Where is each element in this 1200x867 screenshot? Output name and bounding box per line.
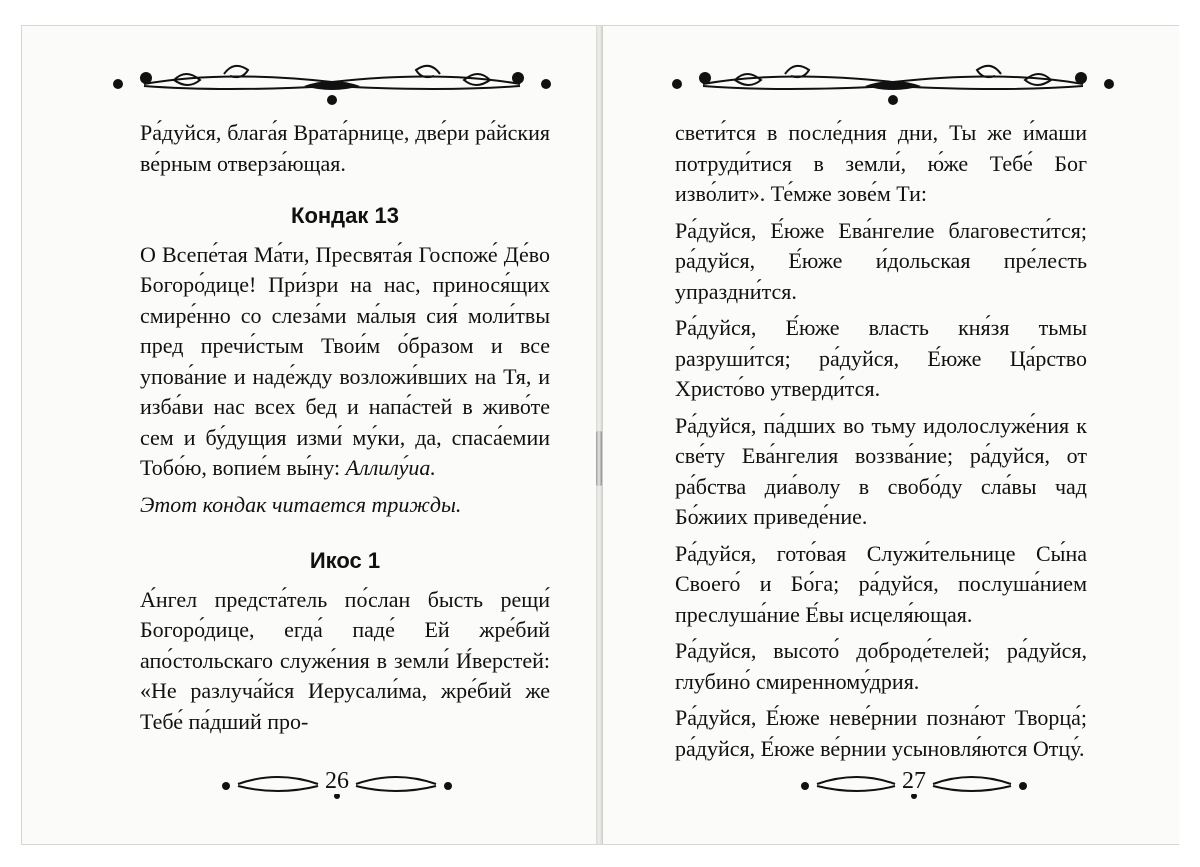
paragraph: Ра́дуйся, блага́я Врата́рнице, две́ри ра́йския ве́рным отверза́ющая.	[140, 120, 550, 176]
left-page	[22, 26, 597, 844]
alliluia-text: Аллилу́иа.	[345, 455, 436, 480]
page-number: 26	[321, 768, 353, 794]
paragraph: свети́тся в после́дния дни, Ты же и́маши потруди́тися в земли́, ю́же Тебе́ Бог изво́лит». Те́мже зове́м Ти:	[675, 120, 1087, 206]
right-page	[602, 26, 1179, 844]
page-number: 27	[898, 768, 930, 794]
paragraph: Ра́дуйся, Е́юже неве́рнии позна́ют Творца́; ра́дуйся, Е́юже ве́рнии усыновля́ются Отцу́.	[675, 705, 1087, 761]
right-page-text	[675, 106, 1087, 770]
paragraph: Ра́дуйся, Е́юже Ева́нгелие благовести́тся; ра́дуйся, Е́юже и́дольская пре́лесть упраздни́тся.	[675, 217, 1087, 304]
footer-ornament-left	[218, 766, 456, 800]
paragraph: Ра́дуйся, Е́юже власть кня́зя тьмы разруши́тся; ра́дуйся, Е́юже Ца́рство Христо́во утверди́тся.	[675, 315, 1087, 401]
paragraph	[140, 240, 550, 484]
paragraph: А́нгел предста́тель по́слан бысть рещи́ Богоро́дице, егда́ паде́ Ей жре́бий апо́стольскаго служе́ния в земли́ И́верстей: «Не разлуча́йся Иерусали́ма, жре́бий же Тебе́ па́дший про-	[140, 586, 550, 734]
left-page-text	[140, 106, 550, 743]
top-ornament-right	[663, 56, 1123, 106]
ikos-heading: Икос 1	[309, 548, 381, 573]
paragraph: Ра́дуйся, гото́вая Служи́тельнице Сы́на Своего́ и Бо́га; ра́дуйся, послуша́нием преслуша́ние Е́вы исцеля́ющая.	[675, 540, 1087, 627]
footer-ornament-right	[797, 766, 1031, 800]
paragraph: Ра́дуйся, высото́ доброде́телей; ра́дуйся, глубино́ смиренному́дрия.	[675, 638, 1087, 694]
booklet-spread	[22, 26, 1178, 844]
paragraph: Ра́дуйся, па́дших во тьму идолослуже́ния к све́ту Ева́нгелия воззва́ние; ра́дуйся, от ра́бства диа́волу в свобо́ду сла́вы чад Бо́жиих приведе́ние.	[675, 412, 1087, 529]
prayer-text: О Всепе́тая Ма́ти, Пресвята́я Госпоже́ Де́во Богоро́дице! При́зри на нас, принося́щих смире́нно со слеза́ми ма́лыя сия́ моли́твы пред пречи́стым Твои́м о́бразом и все упова́ние и наде́жду возложи́вших на Тя, и изба́ви нас всех бед и напа́стей в живо́те сем и бу́дущия изми́ му́ки, да, спаса́емии Тобо́ю, вопие́м вы́ну:	[140, 241, 550, 480]
repeat-note: Этот кондак читается трижды.	[140, 491, 462, 517]
kondak-heading: Кондак 13	[291, 203, 399, 228]
top-ornament-left	[104, 56, 560, 106]
